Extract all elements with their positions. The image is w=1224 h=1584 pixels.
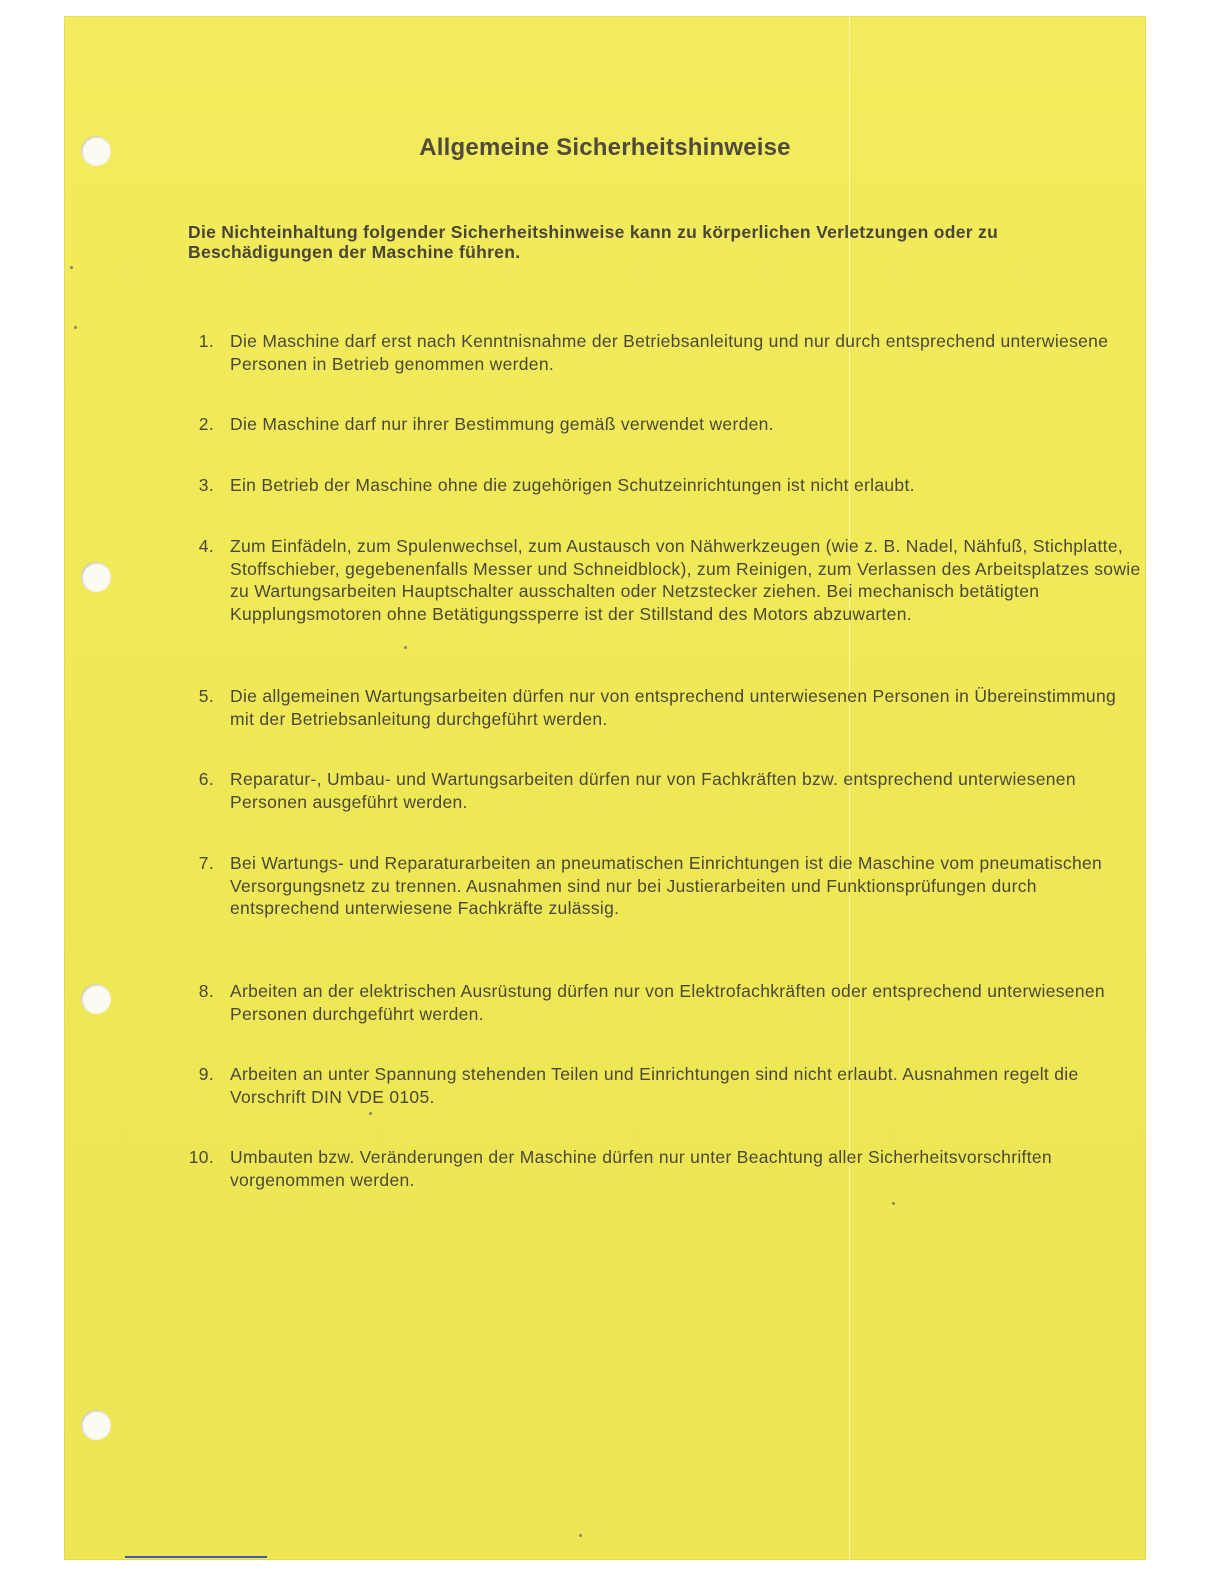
item-number: 6. [198, 769, 214, 789]
item-text: Ein Betrieb der Maschine ohne die zugehörigen Schutzeinrichtungen ist nicht erlaubt. [230, 475, 915, 495]
item-number: 5. [198, 686, 214, 706]
document-page [64, 16, 1146, 1560]
item-text: Die Maschine darf erst nach Kenntnisnahme der Betriebsanleitung und nur durch entsprechend unterwiesene Personen in Betrieb genommen werden. [230, 331, 1109, 374]
scan-speck [369, 1112, 372, 1115]
punch-hole [81, 562, 111, 592]
scan-speck [70, 266, 73, 269]
item-number: 4. [198, 536, 214, 556]
item-number: 9. [198, 1064, 214, 1084]
intro-warning: Die Nichteinhaltung folgender Sicherheitshinweise kann zu körperlichen Verletzungen oder zu Beschädigungen der Maschine führen. [188, 222, 999, 262]
item-text: Die allgemeinen Wartungsarbeiten dürfen nur von entsprechend unterwiesenen Personen in Übereinstimmung mit der Betriebsanleitung durchgeführt werden. [230, 686, 1117, 729]
page-title: Allgemeine Sicherheitshinweise [419, 134, 791, 161]
item-text: Reparatur-, Umbau- und Wartungsarbeiten dürfen nur von Fachkräften bzw. entsprechend unterwiesenen Personen ausgeführt werden. [230, 769, 1076, 812]
item-text: Arbeiten an der elektrischen Ausrüstung dürfen nur von Elektrofachkräften oder entsprechend unterwiesenen Personen durchgeführt werden. [230, 981, 1105, 1024]
item-text: Arbeiten an unter Spannung stehenden Teilen und Einrichtungen sind nicht erlaubt. Ausnahmen regelt die Vorschrift DIN VDE 0105. [230, 1064, 1079, 1107]
item-number: 3. [198, 475, 214, 495]
item-text: Bei Wartungs- und Reparaturarbeiten an pneumatischen Einrichtungen ist die Maschine vom pneumatischen Versorgungsnetz zu trennen. Ausnahmen sind nur bei Justierarbeiten und Funktionsprüfungen durch entsprechend unterwiesene Fachkräfte zulässig. [230, 853, 1103, 918]
item-number: 8. [198, 981, 214, 1001]
item-number: 2. [198, 414, 214, 434]
scan-speck [404, 646, 407, 649]
scan-speck [74, 326, 77, 329]
item-text: Die Maschine darf nur ihrer Bestimmung gemäß verwendet werden. [230, 414, 774, 434]
item-number: 1. [198, 331, 214, 351]
punch-hole [81, 984, 111, 1014]
item-text: Zum Einfädeln, zum Spulenwechsel, zum Austausch von Nähwerkzeugen (wie z. B. Nadel, Nähfuß, Stichplatte, Stoffschieber, gegebenenfalls Messer und Schneidblock), zum Reinigen, zum Verlassen des Arbeitsplatzes sowie zu Wartungsarbeiten Hauptschalter ausschalten oder Netzstecker ziehen. Bei mechanisch betätigten Kupplungsmotoren ohne Betätigungssperre ist der Stillstand des Motors abzuwarten. [230, 536, 1141, 624]
punch-hole [81, 1410, 111, 1440]
item-text: Umbauten bzw. Veränderungen der Maschine dürfen nur unter Beachtung aller Sicherheitsvorschriften vorgenommen werden. [230, 1147, 1052, 1190]
item-number: 10. [188, 1147, 214, 1167]
scan-speck [892, 1202, 895, 1205]
item-number: 7. [198, 853, 214, 873]
scan-edge-line [125, 1556, 267, 1558]
scan-speck [579, 1534, 582, 1537]
